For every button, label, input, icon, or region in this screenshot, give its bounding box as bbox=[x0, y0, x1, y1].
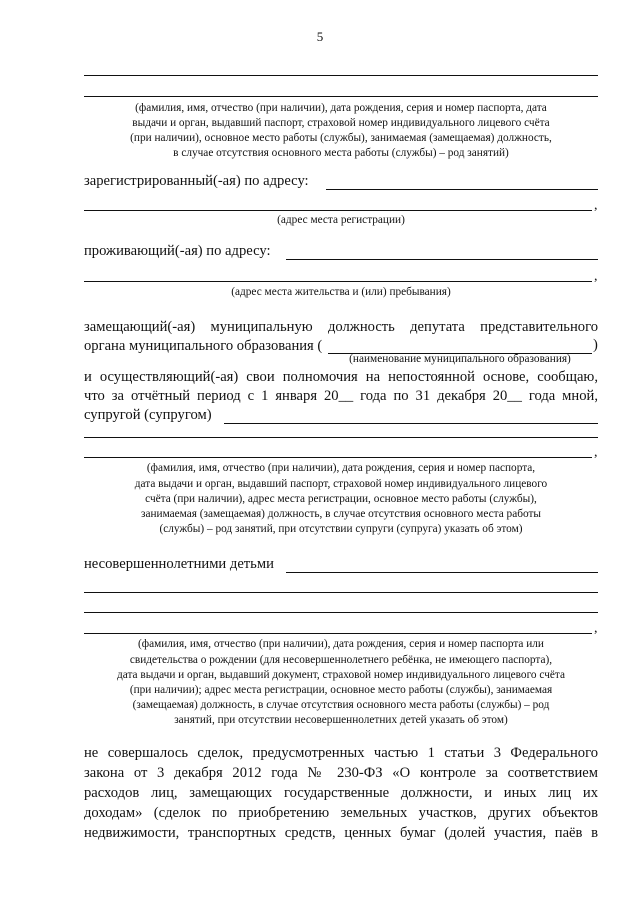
spouse-field[interactable] bbox=[224, 423, 598, 424]
spouse-note-line: дата выдачи и орган, выдавший паспорт, страховой номер индивидуального лицевого bbox=[134, 478, 548, 490]
declarant-note-line: (фамилия, имя, отчество (при наличии), дата рождения, серия и номер паспорта, дата bbox=[135, 102, 547, 114]
residence-note: (адрес места жительства и (или) пребывания) bbox=[231, 286, 451, 298]
children-field-4[interactable] bbox=[84, 633, 592, 634]
spouse-note-line: счёта (при наличии), адрес места регистрации, основное место работы (службы), bbox=[145, 493, 537, 505]
children-field[interactable] bbox=[286, 572, 598, 573]
residence-address-field[interactable] bbox=[286, 259, 598, 260]
page-number: 5 bbox=[316, 29, 324, 44]
spouse-note-line: (фамилия, имя, отчество (при наличии), дата рождения, серия и номер паспорта, bbox=[146, 462, 536, 474]
comma: , bbox=[594, 269, 598, 284]
blank-line bbox=[84, 96, 598, 97]
children-note-line: (при наличии); адрес места регистрации, основное место работы (службы), занимаемая bbox=[129, 684, 553, 696]
children-field-3[interactable] bbox=[84, 612, 598, 613]
residence-address-label: проживающий(-ая) по адресу: bbox=[84, 243, 271, 259]
children-field-2[interactable] bbox=[84, 592, 598, 593]
children-note-line: занятий, при отсутствии несовершеннолетних детей указать об этом) bbox=[174, 714, 508, 726]
registered-address-label: зарегистрированный(-ая) по адресу: bbox=[84, 173, 309, 189]
final-text-line: не совершалось сделок, предусмотренных частью 1 статьи 3 Федерального bbox=[84, 745, 598, 761]
children-note-line: свидетельства о рождении (для несовершеннолетнего ребёнка, не имеющего паспорта), bbox=[129, 654, 553, 666]
registered-address-field[interactable] bbox=[326, 189, 598, 190]
municipality-note: (наименование муниципального образования) bbox=[349, 353, 571, 365]
final-text-line: закона от 3 декабря 2012 года № 230-ФЗ «О контроле за соответствием bbox=[84, 765, 598, 781]
final-text-line: расходов лиц, замещающих государственные должности, и иных лиц их bbox=[84, 785, 598, 801]
final-text-line: недвижимости, транспортных средств, ценных бумаг (долей участия, паёв в bbox=[84, 825, 598, 841]
registered-address-field-2[interactable] bbox=[84, 210, 592, 211]
final-text-line: доходам» (сделок по приобретению земельных участков, других объектов bbox=[84, 805, 598, 821]
report-text-line: что за отчётный период с 1 января 20__ года по 31 декабря 20__ года мной, bbox=[84, 388, 598, 404]
residence-address-field-2[interactable] bbox=[84, 281, 592, 282]
spouse-field-2[interactable] bbox=[84, 437, 598, 438]
report-text-line: и осуществляющий(-ая) свои полномочия на непостоянной основе, сообщаю, bbox=[84, 369, 598, 385]
spouse-note-line: занимаемая (замещаемая) должность, в случае отсутствия основного места работы bbox=[141, 508, 541, 520]
declarant-note-line: выдачи и орган, выдавший паспорт, страховой номер индивидуального лицевого счёта bbox=[132, 117, 550, 129]
spouse-field-3[interactable] bbox=[84, 457, 592, 458]
children-note-line: дата выдачи и орган, выдавший документ, страховой номер индивидуального лицевого счёта bbox=[117, 669, 565, 681]
position-text-line: замещающий(-ая) муниципальную должность депутата представительного bbox=[84, 319, 598, 335]
declarant-note-line: (при наличии), основное место работы (службы), занимаемая (замещаемая) должность, bbox=[130, 132, 552, 144]
comma: , bbox=[594, 621, 598, 636]
report-text-line: супругой (супругом) bbox=[84, 407, 212, 423]
close-paren: ) bbox=[593, 337, 598, 353]
blank-line bbox=[84, 75, 598, 76]
registration-note: (адрес места регистрации) bbox=[277, 214, 405, 226]
comma: , bbox=[594, 445, 598, 460]
children-note-line: (замещаемая) должность, в случае отсутствия основного места работы (службы) – род bbox=[132, 699, 550, 711]
declarant-note-line: в случае отсутствия основного места работы (службы) – род занятий) bbox=[173, 147, 509, 159]
children-label: несовершеннолетними детьми bbox=[84, 556, 274, 572]
comma: , bbox=[594, 198, 598, 213]
children-note-line: (фамилия, имя, отчество (при наличии), дата рождения, серия и номер паспорта или bbox=[138, 638, 544, 650]
spouse-note-line: (службы) – род занятий, при отсутствии супруги (супруга) указать об этом) bbox=[159, 523, 523, 535]
position-text-line: органа муниципального образования ( bbox=[84, 338, 323, 354]
